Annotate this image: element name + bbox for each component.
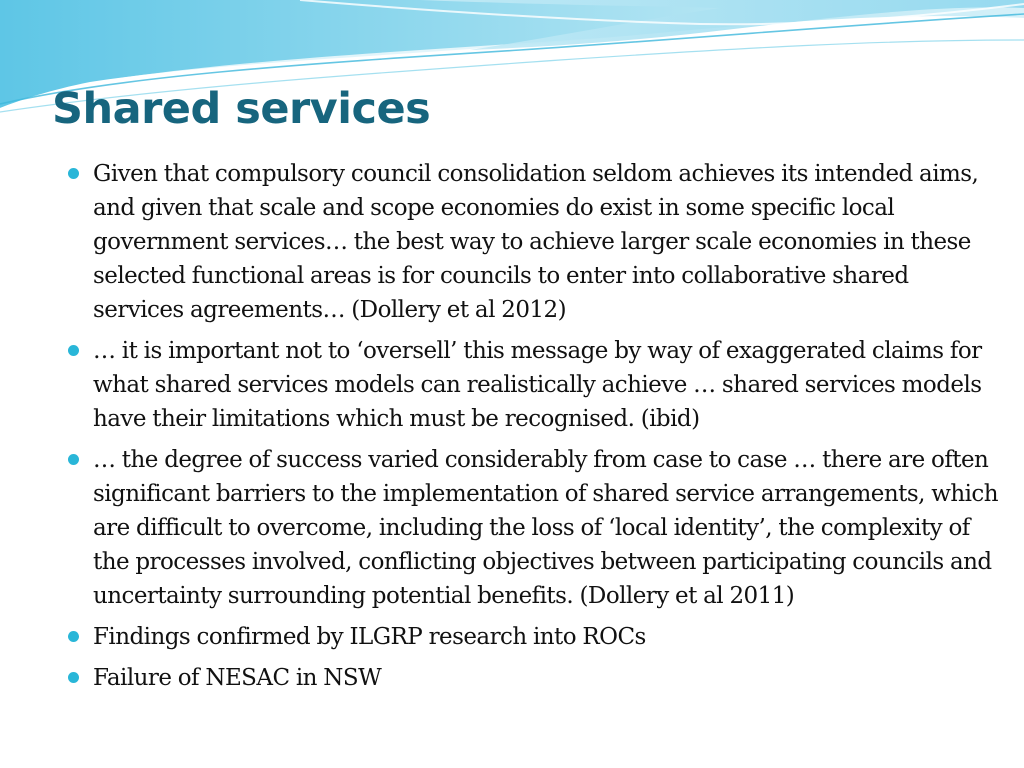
bullet-dot-icon (68, 168, 79, 179)
bullet-dot-icon (68, 631, 79, 642)
bullet-text: Failure of NESAC in NSW (93, 665, 382, 691)
bullet-dot-icon (68, 345, 79, 356)
bullet-list (66, 157, 1001, 702)
bullet-item (66, 443, 1001, 613)
bullet-text: Findings confirmed by ILGRP research into ROCs (93, 624, 646, 650)
bullet-text: … it is important not to ‘oversell’ this message by way of exaggerated claims for what shared services models can realistically achieve … shared services models have their limitations which must be recognised. (ibid) (93, 338, 982, 432)
bullet-item (66, 620, 1001, 654)
slide-title: Shared services (52, 84, 431, 134)
bullet-text: … the degree of success varied considerably from case to case … there are often significant barriers to the implementation of shared service arrangements, which are difficult to overcome, including the loss of ‘local identity’, the complexity of the processes involved, conflicting objectives between participating councils and uncertainty surrounding potential benefits. (Dollery et al 2011) (93, 447, 998, 609)
bullet-text: Given that compulsory council consolidation seldom achieves its intended aims, and given that scale and scope economies do exist in some specific local government services… the best way to achieve larger scale economies in these selected functional areas is for councils to enter into collaborative shared services agreements… (Dollery et al 2012) (93, 161, 979, 323)
bullet-dot-icon (68, 672, 79, 683)
bullet-item (66, 661, 1001, 695)
bullet-item (66, 334, 1001, 436)
bullet-item (66, 157, 1001, 327)
bullet-dot-icon (68, 454, 79, 465)
